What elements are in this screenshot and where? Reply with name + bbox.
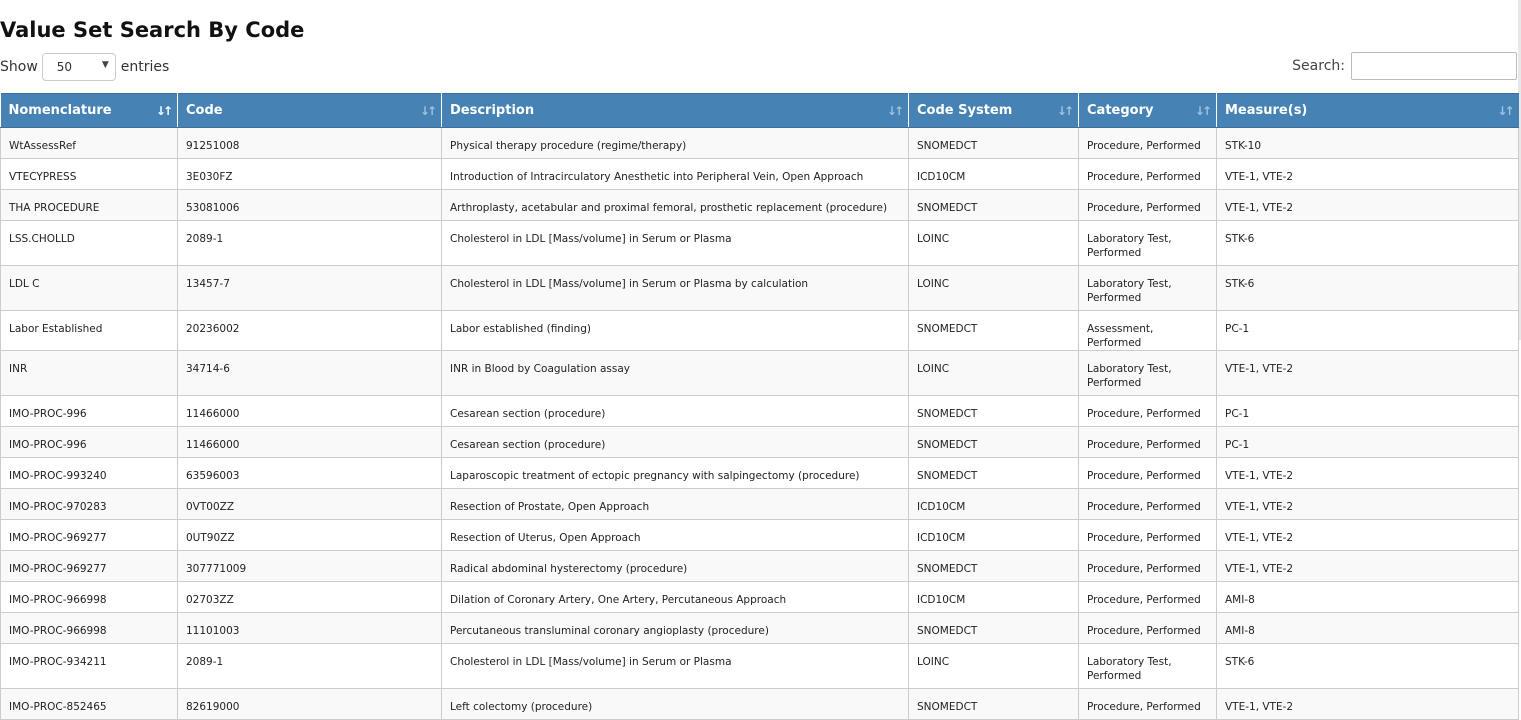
cell-description: Dilation of Coronary Artery, One Artery, Percutaneous Approach (442, 582, 909, 613)
cell-category: Procedure, Performed (1079, 613, 1217, 644)
column-label: Measure(s) (1225, 103, 1308, 118)
cell-code-system: SNOMEDCT (909, 689, 1079, 720)
entries-length-control (0, 53, 169, 81)
table-row (1, 582, 1519, 613)
table-row (1, 489, 1519, 520)
cell-nomenclature: THA PROCEDURE (1, 190, 178, 221)
cell-category: Procedure, Performed (1079, 190, 1217, 221)
cell-code-system: SNOMEDCT (909, 613, 1079, 644)
table-body (1, 128, 1519, 720)
cell-code: 82619000 (178, 689, 442, 720)
cell-description: Labor established (finding) (442, 311, 909, 351)
cell-code: 53081006 (178, 190, 442, 221)
cell-category: Procedure, Performed (1079, 427, 1217, 458)
cell-measures: VTE-1, VTE-2 (1217, 489, 1519, 520)
cell-category: Procedure, Performed (1079, 582, 1217, 613)
search-input[interactable] (1351, 52, 1517, 80)
table-row (1, 689, 1519, 720)
cell-description: Laparoscopic treatment of ectopic pregnancy with salpingectomy (procedure) (442, 458, 909, 489)
column-label: Nomenclature (8, 103, 112, 118)
table-row (1, 644, 1519, 689)
entries-select[interactable] (42, 53, 116, 81)
cell-description: Left colectomy (procedure) (442, 689, 909, 720)
table-row (1, 221, 1519, 266)
sort-arrows-icon: ↓↑ (1497, 104, 1512, 118)
table-row (1, 311, 1519, 351)
search-control (1292, 52, 1517, 80)
column-header-category[interactable] (1079, 94, 1217, 128)
show-label: Show (0, 59, 38, 75)
cell-category: Procedure, Performed (1079, 689, 1217, 720)
cell-category: Procedure, Performed (1079, 128, 1217, 159)
cell-code-system: SNOMEDCT (909, 190, 1079, 221)
cell-description: INR in Blood by Coagulation assay (442, 351, 909, 396)
table-row (1, 458, 1519, 489)
cell-code-system: SNOMEDCT (909, 311, 1079, 351)
cell-measures: VTE-1, VTE-2 (1217, 159, 1519, 190)
cell-description: Percutaneous transluminal coronary angioplasty (procedure) (442, 613, 909, 644)
page-title: Value Set Search By Code (0, 18, 305, 42)
cell-code-system: LOINC (909, 351, 1079, 396)
table-row (1, 159, 1519, 190)
cell-category: Procedure, Performed (1079, 489, 1217, 520)
cell-measures: PC-1 (1217, 311, 1519, 351)
column-header-code[interactable] (178, 94, 442, 128)
cell-nomenclature: VTECYPRESS (1, 159, 178, 190)
cell-nomenclature: INR (1, 351, 178, 396)
cell-category: Assessment, Performed (1079, 311, 1217, 351)
cell-code-system: LOINC (909, 644, 1079, 689)
cell-code: 2089-1 (178, 644, 442, 689)
cell-category: Laboratory Test, Performed (1079, 351, 1217, 396)
cell-measures: VTE-1, VTE-2 (1217, 458, 1519, 489)
cell-category: Laboratory Test, Performed (1079, 221, 1217, 266)
cell-description: Resection of Uterus, Open Approach (442, 520, 909, 551)
table-row (1, 613, 1519, 644)
cell-description: Cesarean section (procedure) (442, 396, 909, 427)
table-header-row (1, 94, 1519, 128)
results-table (0, 93, 1519, 720)
cell-measures: STK-6 (1217, 221, 1519, 266)
cell-code: 11101003 (178, 613, 442, 644)
table-row (1, 427, 1519, 458)
cell-category: Laboratory Test, Performed (1079, 266, 1217, 311)
sort-arrows-icon: ↓↑ (1056, 104, 1071, 118)
cell-nomenclature: IMO-PROC-969277 (1, 520, 178, 551)
cell-description: Physical therapy procedure (regime/therapy) (442, 128, 909, 159)
table-row (1, 351, 1519, 396)
cell-nomenclature: IMO-PROC-852465 (1, 689, 178, 720)
cell-code-system: SNOMEDCT (909, 458, 1079, 489)
cell-code: 0VT00ZZ (178, 489, 442, 520)
table-row (1, 396, 1519, 427)
cell-nomenclature: Labor Established (1, 311, 178, 351)
cell-category: Procedure, Performed (1079, 458, 1217, 489)
cell-code-system: LOINC (909, 266, 1079, 311)
cell-description: Cholesterol in LDL [Mass/volume] in Serum or Plasma (442, 644, 909, 689)
entries-label: entries (120, 59, 170, 75)
cell-nomenclature: IMO-PROC-934211 (1, 644, 178, 689)
search-label: Search: (1292, 58, 1345, 74)
cell-code: 63596003 (178, 458, 442, 489)
cell-code: 307771009 (178, 551, 442, 582)
sort-arrows-icon: ↓↑ (1194, 104, 1209, 118)
sort-arrows-icon: ↓↑ (886, 104, 901, 118)
cell-description: Cholesterol in LDL [Mass/volume] in Serum or Plasma by calculation (442, 266, 909, 311)
results-table-wrapper (0, 93, 1518, 720)
column-header-code-system[interactable] (909, 94, 1079, 128)
cell-measures: VTE-1, VTE-2 (1217, 551, 1519, 582)
cell-code: 11466000 (178, 396, 442, 427)
cell-nomenclature: LSS.CHOLLD (1, 221, 178, 266)
column-label: Category (1087, 103, 1154, 118)
cell-code-system: SNOMEDCT (909, 396, 1079, 427)
cell-code: 11466000 (178, 427, 442, 458)
cell-measures: AMI-8 (1217, 582, 1519, 613)
cell-code: 3E030FZ (178, 159, 442, 190)
column-header-nomenclature[interactable] (1, 94, 178, 128)
column-label: Code System (917, 103, 1013, 118)
cell-code-system: ICD10CM (909, 520, 1079, 551)
cell-nomenclature: IMO-PROC-966998 (1, 613, 178, 644)
cell-code-system: LOINC (909, 221, 1079, 266)
column-header-measures[interactable] (1217, 94, 1519, 128)
cell-nomenclature: LDL C (1, 266, 178, 311)
cell-nomenclature: IMO-PROC-993240 (1, 458, 178, 489)
sort-active-icon: ↓↑ (155, 104, 170, 118)
cell-category: Procedure, Performed (1079, 159, 1217, 190)
cell-measures: VTE-1, VTE-2 (1217, 351, 1519, 396)
table-row (1, 520, 1519, 551)
cell-measures: VTE-1, VTE-2 (1217, 689, 1519, 720)
cell-measures: STK-6 (1217, 266, 1519, 311)
cell-nomenclature: IMO-PROC-996 (1, 427, 178, 458)
cell-description: Resection of Prostate, Open Approach (442, 489, 909, 520)
cell-category: Procedure, Performed (1079, 520, 1217, 551)
cell-code: 2089-1 (178, 221, 442, 266)
cell-code-system: SNOMEDCT (909, 551, 1079, 582)
cell-code: 0UT90ZZ (178, 520, 442, 551)
column-header-description[interactable] (442, 94, 909, 128)
cell-nomenclature: IMO-PROC-996 (1, 396, 178, 427)
cell-description: Cesarean section (procedure) (442, 427, 909, 458)
cell-category: Procedure, Performed (1079, 551, 1217, 582)
cell-description: Radical abdominal hysterectomy (procedure) (442, 551, 909, 582)
cell-nomenclature: IMO-PROC-969277 (1, 551, 178, 582)
cell-code: 91251008 (178, 128, 442, 159)
cell-category: Procedure, Performed (1079, 396, 1217, 427)
cell-measures: PC-1 (1217, 396, 1519, 427)
cell-code: 02703ZZ (178, 582, 442, 613)
cell-nomenclature: IMO-PROC-966998 (1, 582, 178, 613)
cell-nomenclature: IMO-PROC-970283 (1, 489, 178, 520)
table-row (1, 128, 1519, 159)
cell-code-system: SNOMEDCT (909, 427, 1079, 458)
cell-description: Arthroplasty, acetabular and proximal femoral, prosthetic replacement (procedure) (442, 190, 909, 221)
cell-code: 34714-6 (178, 351, 442, 396)
cell-code-system: ICD10CM (909, 159, 1079, 190)
cell-code-system: SNOMEDCT (909, 128, 1079, 159)
cell-measures: VTE-1, VTE-2 (1217, 190, 1519, 221)
table-row (1, 190, 1519, 221)
cell-code-system: ICD10CM (909, 489, 1079, 520)
column-label: Code (186, 103, 223, 118)
cell-code: 20236002 (178, 311, 442, 351)
cell-measures: VTE-1, VTE-2 (1217, 520, 1519, 551)
column-label: Description (450, 103, 535, 118)
chevron-down-icon: ▼ (101, 60, 109, 70)
cell-description: Cholesterol in LDL [Mass/volume] in Serum or Plasma (442, 221, 909, 266)
cell-description: Introduction of Intracirculatory Anesthetic into Peripheral Vein, Open Approach (442, 159, 909, 190)
cell-category: Laboratory Test, Performed (1079, 644, 1217, 689)
table-row (1, 551, 1519, 582)
cell-measures: AMI-8 (1217, 613, 1519, 644)
cell-nomenclature: WtAssessRef (1, 128, 178, 159)
cell-measures: STK-6 (1217, 644, 1519, 689)
cell-measures: STK-10 (1217, 128, 1519, 159)
cell-code-system: ICD10CM (909, 582, 1079, 613)
table-row (1, 266, 1519, 311)
cell-code: 13457-7 (178, 266, 442, 311)
entries-select-value: 50 (56, 60, 73, 74)
cell-measures: PC-1 (1217, 427, 1519, 458)
sort-arrows-icon: ↓↑ (419, 104, 434, 118)
